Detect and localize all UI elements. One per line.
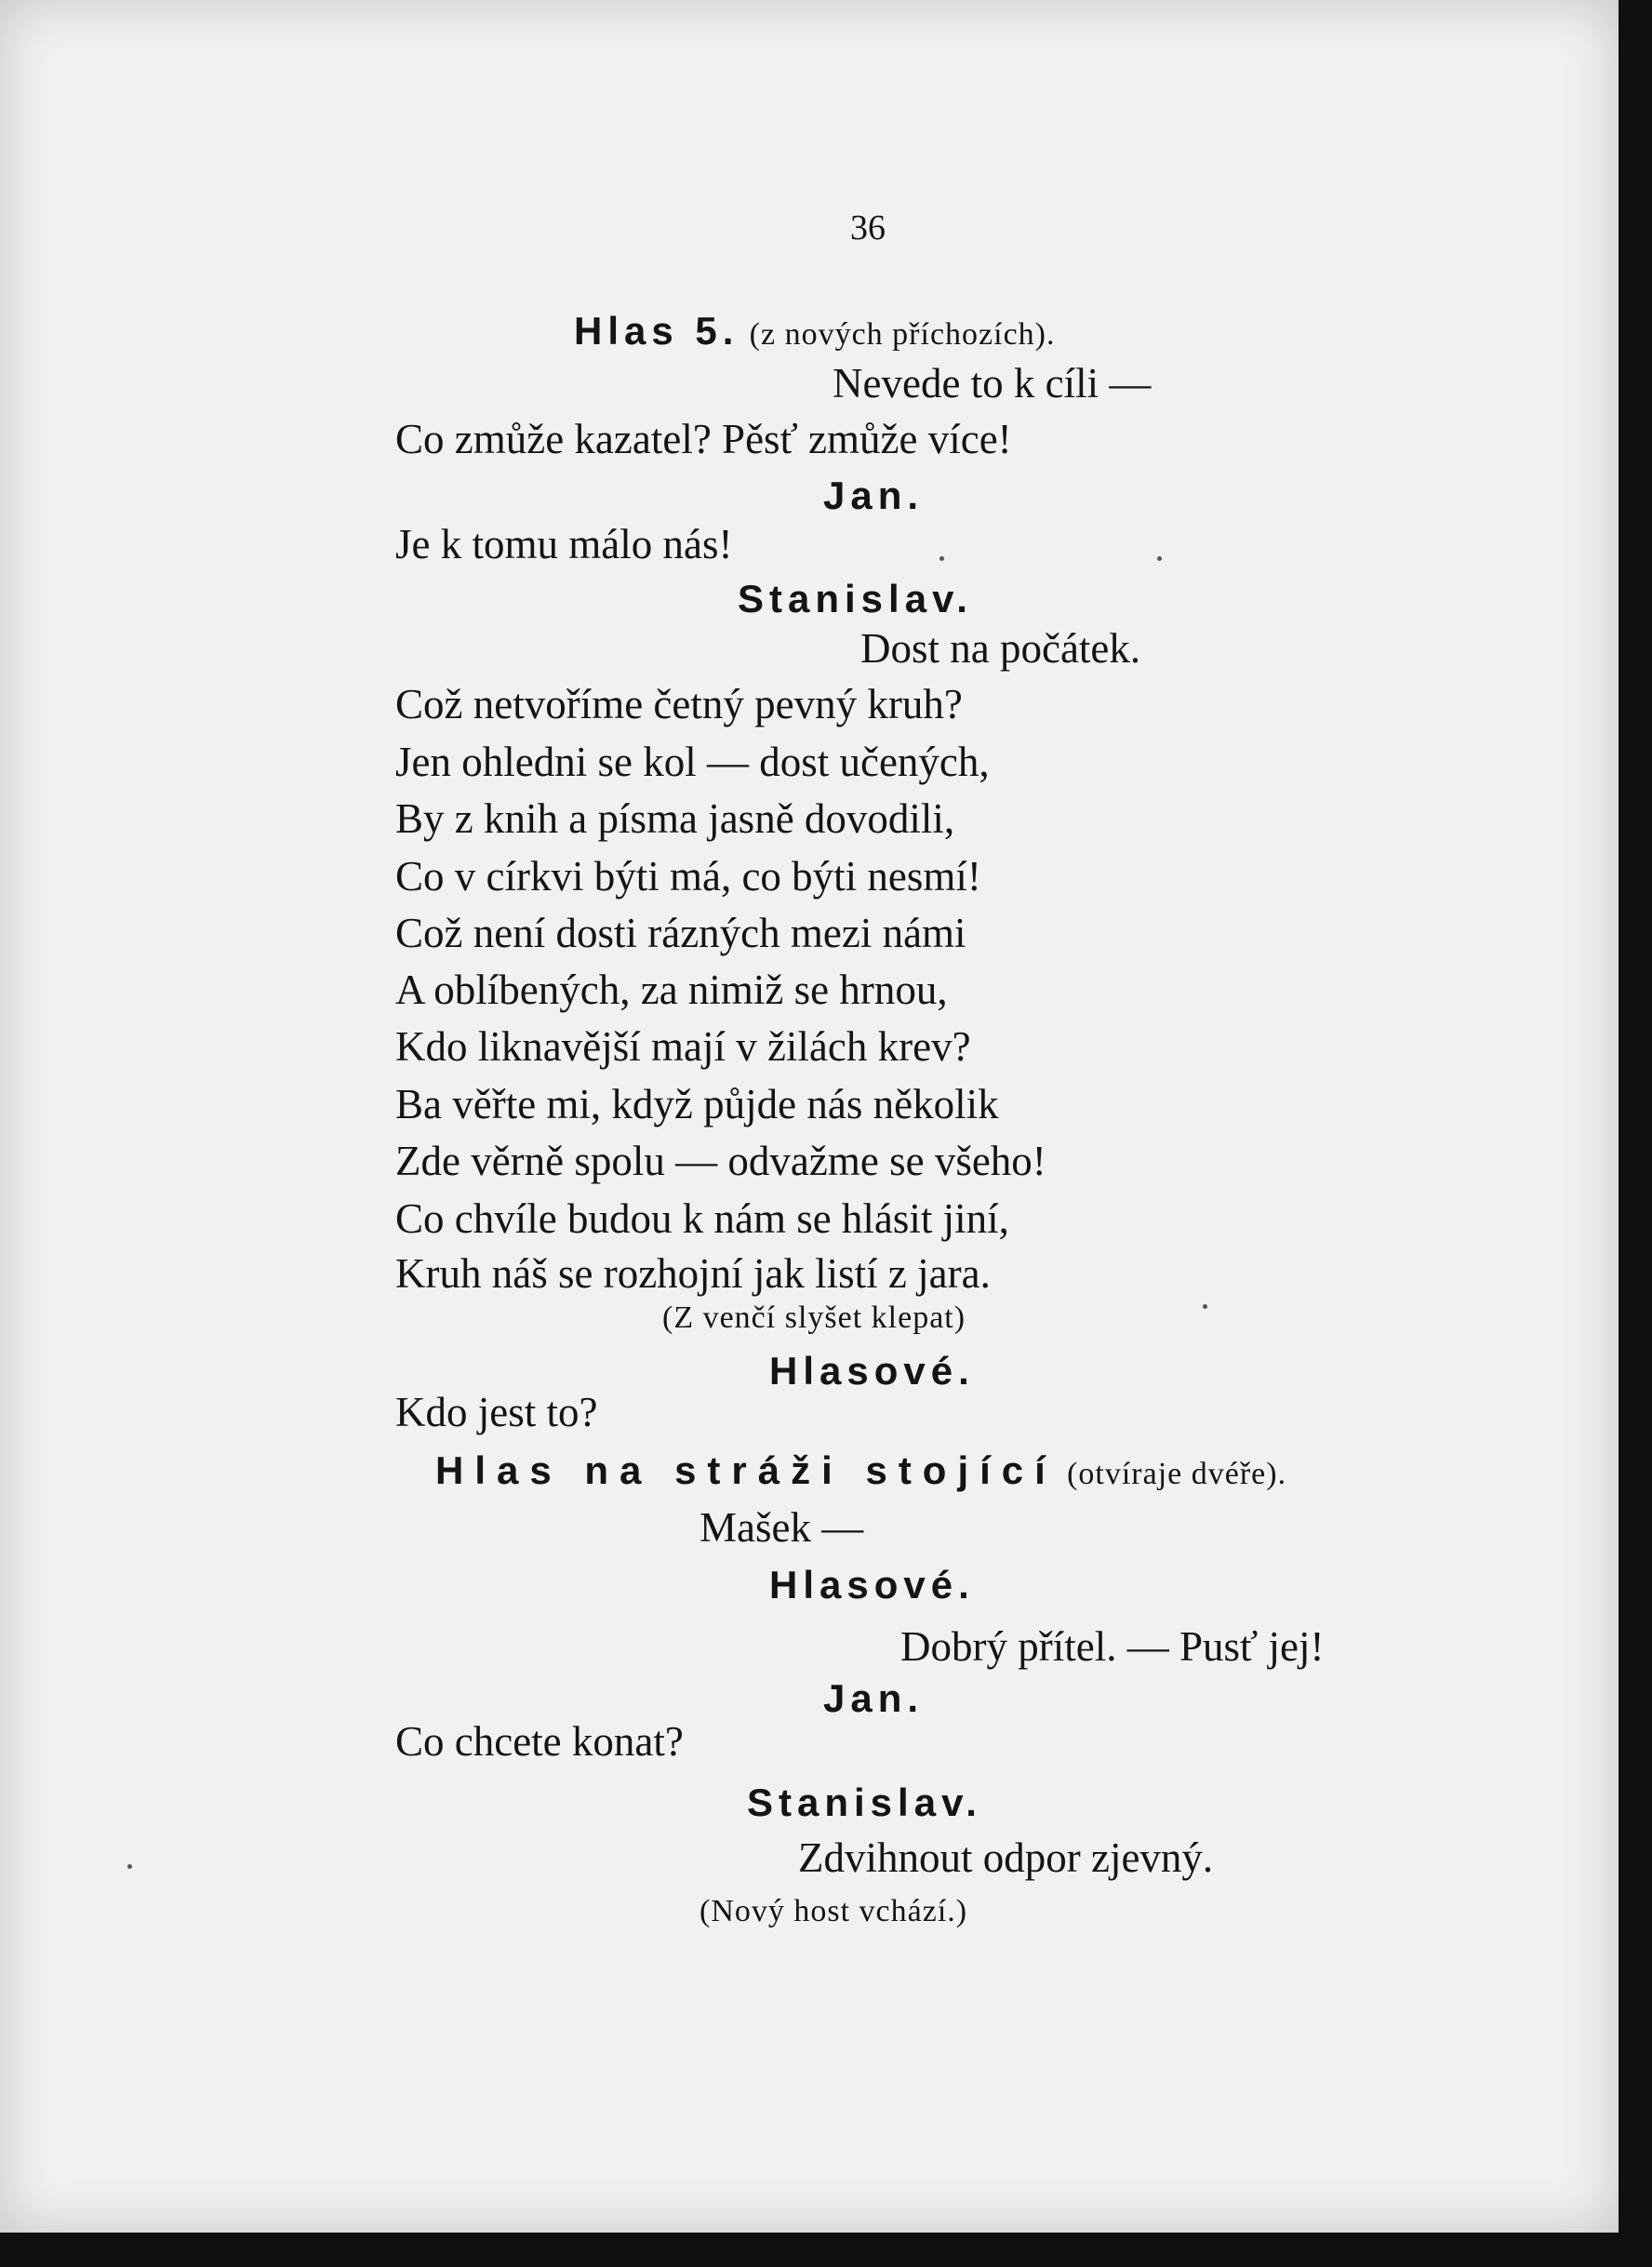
verse-line: Co v církvi býti má, co býti nesmí!: [395, 853, 981, 900]
verse-line: Co zmůže kazatel? Pěsť zmůže více!: [395, 416, 1012, 462]
paper-speck: [939, 556, 944, 561]
verse-line: A oblíbených, za nimiž se hrnou,: [395, 967, 948, 1013]
verse-line: By z knih a písma jasně dovodili,: [395, 795, 955, 842]
scan-border-right: [1619, 0, 1652, 2267]
verse-line: Zdvihnout odpor zjevný.: [798, 1834, 1214, 1881]
verse-line: Kdo liknavější mají v žilách krev?: [395, 1023, 971, 1070]
verse-line: Což netvoříme četný pevný kruh?: [395, 681, 963, 727]
speaker-line: [574, 310, 1056, 352]
verse-line: Kruh náš se rozhojní jak listí z jara.: [395, 1250, 991, 1297]
stage-direction: (Nový host vchází.): [699, 1894, 968, 1928]
speaker-name: Hlas na stráži stojící: [435, 1448, 1057, 1492]
speaker-name: Stanislav.: [747, 1780, 982, 1824]
paper-speck: [1157, 556, 1162, 561]
verse-line: Kdo jest to?: [395, 1389, 598, 1435]
verse-line: Což není dosti rázných mezi námi: [395, 910, 966, 956]
page-number: 36: [850, 208, 886, 247]
verse-line: Je k tomu málo nás!: [395, 521, 733, 567]
verse-line: Nevede to k cíli —: [833, 360, 1152, 407]
speaker-name: Stanislav.: [738, 577, 973, 620]
scan-border-bottom: [0, 2233, 1652, 2267]
speaker-name: Hlasové.: [769, 1349, 975, 1393]
paper-speck: [127, 1864, 132, 1869]
verse-line: Co chvíle budou k nám se hlásit jiní,: [395, 1195, 1009, 1242]
verse-line: Zde věrně spolu — odvažme se všeho!: [395, 1138, 1046, 1184]
verse-line: Ba věřte mi, když půjde nás několik: [395, 1081, 999, 1127]
speaker-name: Jan.: [823, 473, 925, 517]
verse-line: Dost na počátek.: [860, 625, 1141, 672]
paper-speck: [1203, 1304, 1207, 1309]
verse-line: Dobrý přítel. — Pusť jej!: [900, 1623, 1325, 1670]
speaker-name: Hlasové.: [769, 1563, 975, 1607]
stage-direction: (Z venčí slyšet klepat): [662, 1300, 966, 1335]
speaker-name: Jan.: [823, 1676, 925, 1720]
verse-line: Jen ohledni se kol — dost učených,: [395, 739, 990, 785]
stage-direction: (otvíraje dvéře).: [1067, 1457, 1287, 1491]
speaker-name: Hlas 5.: [574, 309, 739, 353]
stage-direction: (z nových příchozích).: [749, 317, 1056, 352]
speaker-line: [435, 1449, 1286, 1491]
verse-line: Mašek —: [699, 1504, 864, 1551]
verse-line: Co chcete konat?: [395, 1718, 684, 1765]
